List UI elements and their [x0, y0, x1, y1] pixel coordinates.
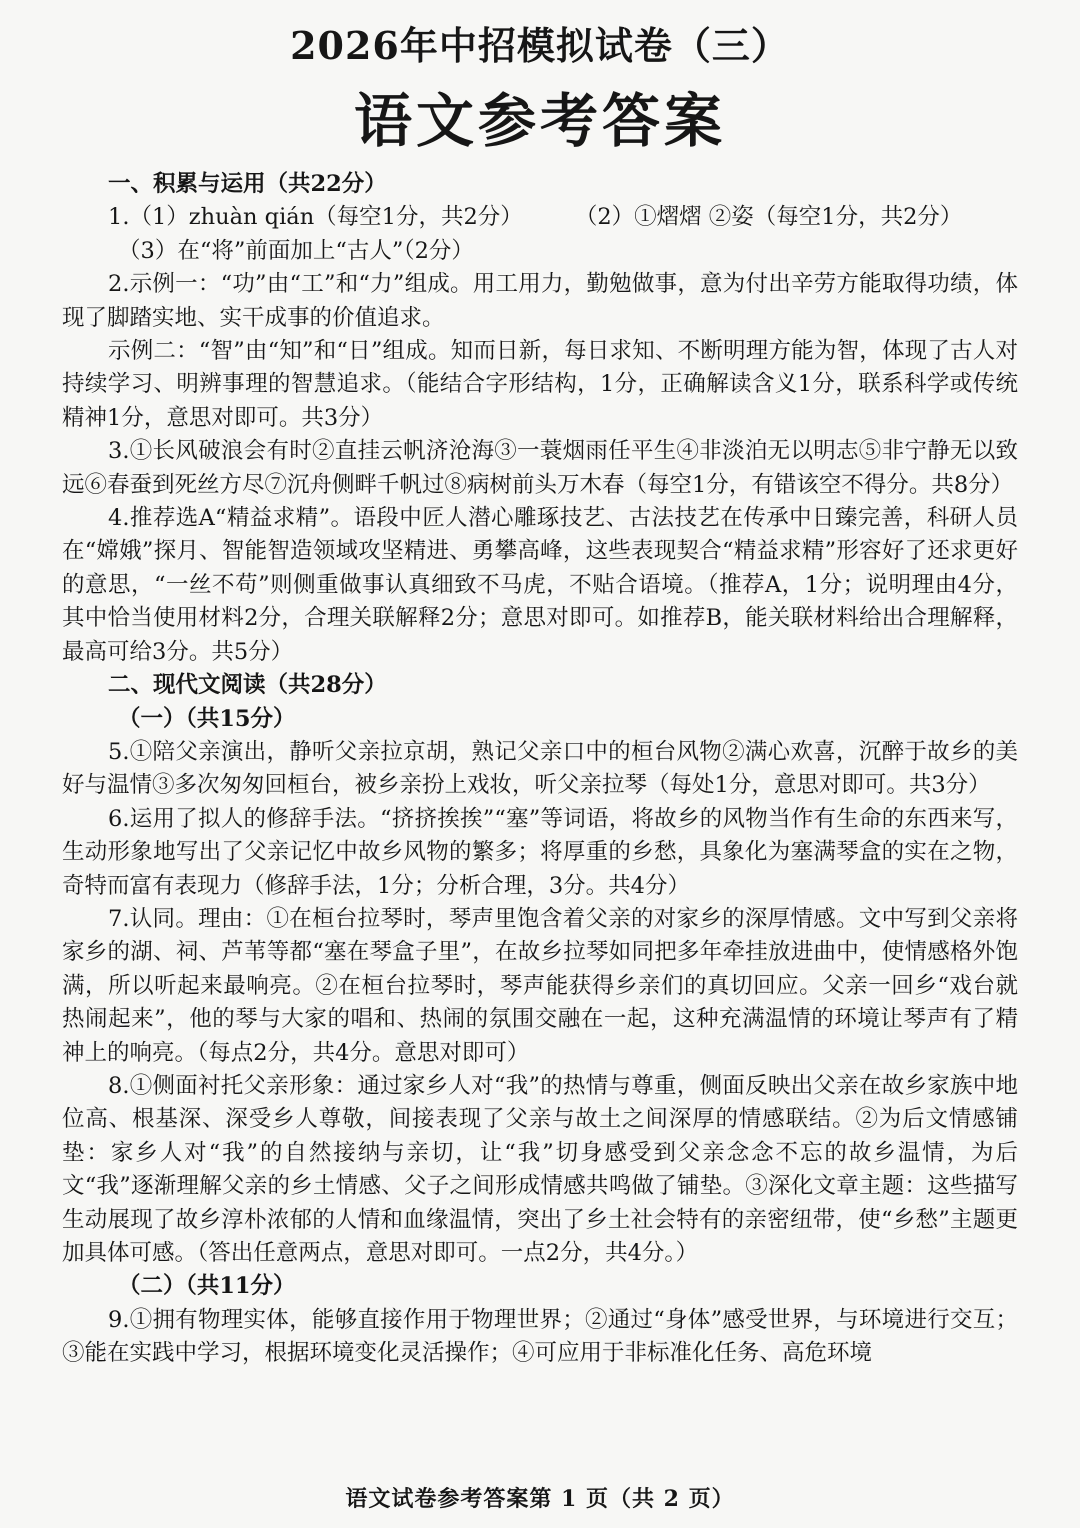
section1-heading: 一、积累与运用（共22分）: [108, 171, 387, 197]
q5-answer: 5.①陪父亲演出，静听父亲拉京胡，熟记父亲口中的桓台风物②满心欢喜，沉醉于故乡的美好与温情③多次匆匆回桓台，被乡亲扮上戏妆，听父亲拉琴（每处1分，意思对即可。共3分）: [62, 738, 1018, 799]
q1-part3: （3）在“将”前面加上“古人”（2分）: [118, 237, 474, 264]
q1-answer-row: [62, 201, 1018, 234]
q1-words: （2）①熠熠 ②姿（每空1分，共2分）: [574, 204, 963, 231]
q2-example1: 2.示例一：“功”由“工”和“力”组成。用工用力，勤勉做事，意为付出辛劳方能取得功绩，体现了脚踏实地、实干成事的价值追求。: [62, 271, 1018, 331]
answer-key-title: 语文参考答案: [353, 87, 726, 155]
q4-answer: 4.推荐选A“精益求精”。语段中匠人潜心雕琢技艺、古法技艺在传承中日臻完善，科研人员在“嫦娥”探月、智能智造领域攻坚精进、勇攀高峰，这些表现契合“精益求精”形容好了还求更好的意思，“一丝不苟”则侧重做事认真细致不马虎，不贴合语境。（推荐A，1分；说明理由4分，其中恰当使用材料2分，合理关联解释2分；意思对即可。如推荐B，能关联材料给出合理解释，最高可给3分。共5分）: [62, 505, 1018, 665]
exam-title: 2026年中招模拟试卷（三）: [290, 23, 790, 68]
q2-example2: 示例二：“智”由“知”和“日”组成。知而日新，每日求知、不断明理方能为智，体现了古人对持续学习、明辨事理的智慧追求。（能结合字形结构，1分，正确解读含义1分，联系科学或传统精神1分，意思对即可。共3分）: [62, 338, 1018, 431]
q3-answer: 3.①长风破浪会有时②直挂云帆济沧海③一蓑烟雨任平生④非淡泊无以明志⑤非宁静无以致远⑥春蚕到死丝方尽⑦沉舟侧畔千帆过⑧病树前头万木春（每空1分，有错该空不得分。共8分）: [62, 438, 1018, 498]
answer-content: [62, 168, 1018, 1371]
q6-answer: 6.运用了拟人的修辞手法。“挤挤挨挨”“塞”等词语，将故乡的风物当作有生命的东西来写，生动形象地写出了父亲记忆中故乡风物的繁多；将厚重的乡愁，具象化为塞满琴盒的实在之物，奇特而富有表现力（修辞手法，1分；分析合理，3分。共4分）: [62, 805, 1018, 899]
q8-answer: 8.①侧面衬托父亲形象：通过家乡人对“我”的热情与尊重，侧面反映出父亲在故乡家族中地位高、根基深、深受乡人尊敬，间接表现了父亲与故土之间深厚的情感联结。②为后文情感铺垫：家乡人对“我”的自然接纳与亲切，让“我”切身感受到父亲念念不忘的故乡温情，为后文“我”逐渐理解父亲的乡土情感、父子之间形成情感共鸣做了铺垫。③深化文章主题：这些描写生动展现了故乡淳朴浓郁的人情和血缘温情，突出了乡土社会特有的亲密纽带，使“乡愁”主题更加具体可感。（答出任意两点，意思对即可。一点2分，共4分。）: [62, 1072, 1018, 1266]
q9-answer: 9.①拥有物理实体，能够直接作用于物理世界；②通过“身体”感受世界，与环境进行交互；③能在实践中学习，根据环境变化灵活操作；④可应用于非标准化任务、高危环境: [62, 1306, 1018, 1367]
page-footer: 语文试卷参考答案第 1 页（共 2 页）: [345, 1486, 735, 1512]
part1-heading: （一）（共15分）: [118, 705, 296, 732]
q1-pinyin: 1.（1）zhuàn qián（每空1分，共2分）: [108, 204, 523, 231]
part2-heading: （二）（共11分）: [118, 1273, 296, 1300]
q7-answer: 7.认同。理由：①在桓台拉琴时，琴声里饱含着父亲的对家乡的深厚情感。文中写到父亲将家乡的湖、祠、芦苇等都“塞在琴盒子里”，在故乡拉琴如同把多年牵挂放进曲中，使情感格外饱满，所以听起来最响亮。②在桓台拉琴时，琴声能获得乡亲们的真切回应。父亲一回乡“戏台就热闹起来”，他的琴与大家的唱和、热闹的氛围交融在一起，这种充满温情的环境让琴声有了精神上的响亮。（每点2分，共4分。意思对即可）: [62, 905, 1018, 1066]
section2-heading: 二、现代文阅读（共28分）: [108, 672, 387, 699]
